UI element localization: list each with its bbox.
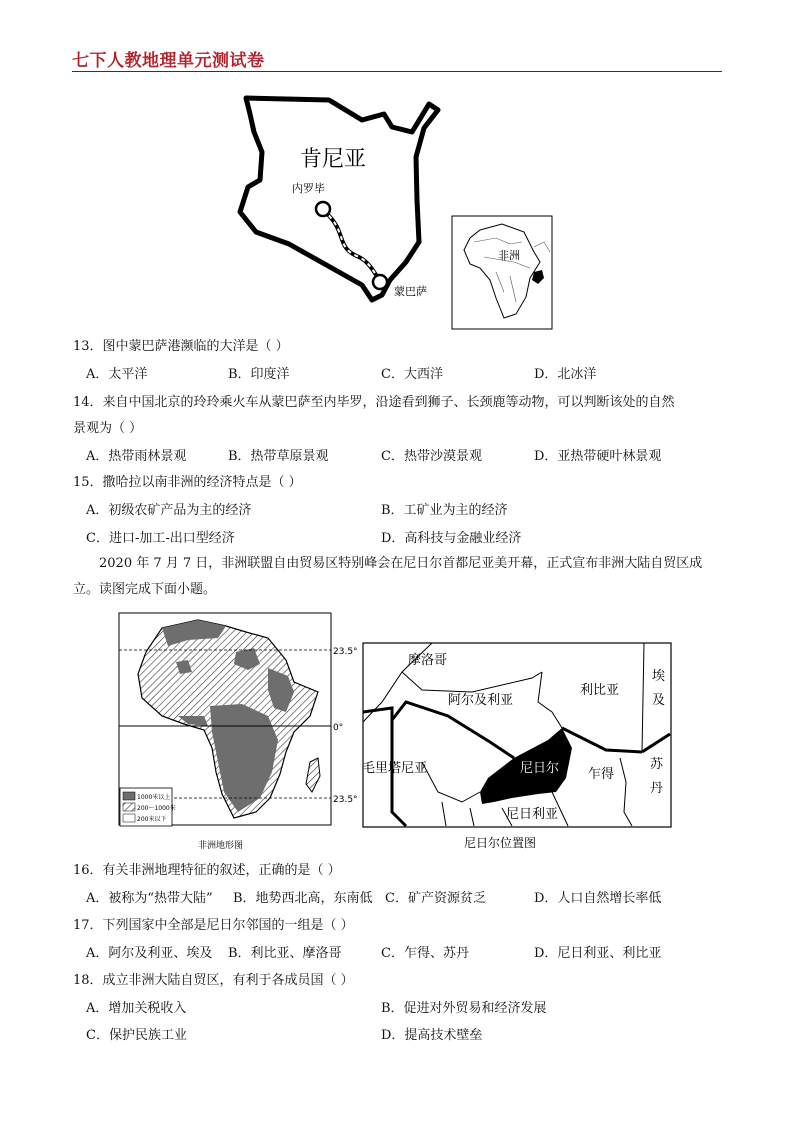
- kenya-map: [234, 92, 564, 332]
- africa-map-caption: 非洲地形图: [198, 841, 244, 851]
- header-divider: [72, 71, 722, 72]
- lat-south-label: 23.5°: [333, 795, 358, 805]
- q13-option-b[interactable]: B．印度洋: [228, 367, 290, 382]
- q15-option-c[interactable]: C．进口-加工-出口型经济: [86, 531, 235, 546]
- q18-option-b[interactable]: B．促进对外贸易和经济发展: [381, 1001, 547, 1016]
- africa-inset: [452, 216, 552, 329]
- niger-location-map: [362, 642, 674, 854]
- q16-option-a[interactable]: A．被称为“热带大陆”: [86, 891, 213, 906]
- kenya-label: 肯尼亚: [300, 147, 367, 172]
- label-nigeria: 尼日利亚: [506, 807, 559, 822]
- lat-equator-label: 0°: [333, 723, 344, 733]
- q13-option-d[interactable]: D．北冰洋: [534, 367, 597, 382]
- q13-option-c[interactable]: C．大西洋: [381, 367, 443, 382]
- q18-stem: 18．成立非洲大陆自贸区，有利于各成员国（ ）: [73, 973, 354, 988]
- nairobi-label: 内罗毕: [292, 182, 325, 195]
- q15-option-a[interactable]: A．初级农矿产品为主的经济: [86, 503, 252, 518]
- intro-paragraph: 2020 年 7 月 7 日，非洲联盟自由贸易区特别峰会在尼日尔首都尼亚美开幕，正式宣布非洲大陆自贸区成立。读图完成下面小题。: [73, 556, 703, 597]
- q16-option-b[interactable]: B．地势西北高，东南低: [233, 891, 373, 906]
- q16-stem: 16．有关非洲地理特征的叙述，正确的是（ ）: [73, 863, 341, 878]
- q14-option-a[interactable]: A．热带雨林景观: [86, 449, 187, 464]
- legend-low: 200米以下: [137, 816, 167, 823]
- label-sudan-1: 苏: [650, 757, 664, 772]
- q13-option-a[interactable]: A．太平洋: [86, 367, 148, 382]
- q14-stem-line1: 14．来自中国北京的玲玲乘火车从蒙巴萨至内毕罗，沿途看到狮子、长颈鹿等动物，可以判断该处的自然: [73, 395, 675, 410]
- mombasa-marker: [373, 275, 387, 289]
- q17-option-a[interactable]: A．阿尔及利亚、埃及: [86, 946, 213, 961]
- label-libya: 利比亚: [580, 683, 620, 698]
- label-mauritania: 毛里塔尼亚: [362, 761, 428, 776]
- q17-option-c[interactable]: C．乍得、苏丹: [381, 946, 469, 961]
- relief-legend: [120, 788, 176, 826]
- legend-high: 1000米以上: [137, 794, 171, 801]
- q14-stem-line2: 景观为（ ）: [73, 421, 143, 436]
- q17-option-b[interactable]: B．利比亚、摩洛哥: [228, 946, 342, 961]
- africa-relief-map: [118, 612, 362, 856]
- page-header-title: 七下人教地理单元测试卷: [72, 51, 265, 71]
- q14-option-d[interactable]: D．亚热带硬叶林景观: [534, 449, 662, 464]
- q14-option-c[interactable]: C．热带沙漠景观: [381, 449, 482, 464]
- label-niger: 尼日尔: [520, 761, 560, 776]
- q18-option-d[interactable]: D．提高技术壁垒: [381, 1028, 483, 1043]
- label-sudan-2: 丹: [650, 781, 664, 796]
- label-chad: 乍得: [588, 767, 615, 782]
- q16-option-d[interactable]: D．人口自然增长率低: [534, 891, 662, 906]
- inset-africa-label: 非洲: [498, 249, 520, 262]
- q15-option-b[interactable]: B．工矿业为主的经济: [381, 503, 508, 518]
- label-egypt-2: 及: [652, 693, 666, 708]
- nairobi-marker: [316, 202, 330, 216]
- label-egypt-1: 埃: [652, 669, 666, 684]
- q14-option-b[interactable]: B．热带草原景观: [228, 449, 329, 464]
- q17-option-d[interactable]: D．尼日利亚、利比亚: [534, 946, 662, 961]
- q15-stem: 15．撒哈拉以南非洲的经济特点是（ ）: [73, 475, 302, 490]
- kenya-outline: [240, 98, 438, 300]
- q15-option-d[interactable]: D．高科技与金融业经济: [381, 531, 522, 546]
- mombasa-label: 蒙巴萨: [394, 285, 427, 298]
- niger-map-caption: 尼日尔位置图: [464, 836, 537, 850]
- q17-stem: 17．下列国家中全部是尼日尔邻国的一组是（ ）: [73, 918, 354, 933]
- legend-mid: 200～1000米: [137, 805, 176, 812]
- label-algeria: 阿尔及利亚: [448, 693, 514, 708]
- label-morocco: 摩洛哥: [408, 653, 448, 668]
- q13-stem: 13．图中蒙巴萨港濒临的大洋是（ ）: [73, 339, 289, 354]
- q16-option-c[interactable]: C．矿产资源贫乏: [385, 891, 486, 906]
- q18-option-a[interactable]: A．增加关税收入: [86, 1001, 187, 1016]
- q18-option-c[interactable]: C．保护民族工业: [86, 1028, 187, 1043]
- lat-north-label: 23.5°: [333, 647, 358, 657]
